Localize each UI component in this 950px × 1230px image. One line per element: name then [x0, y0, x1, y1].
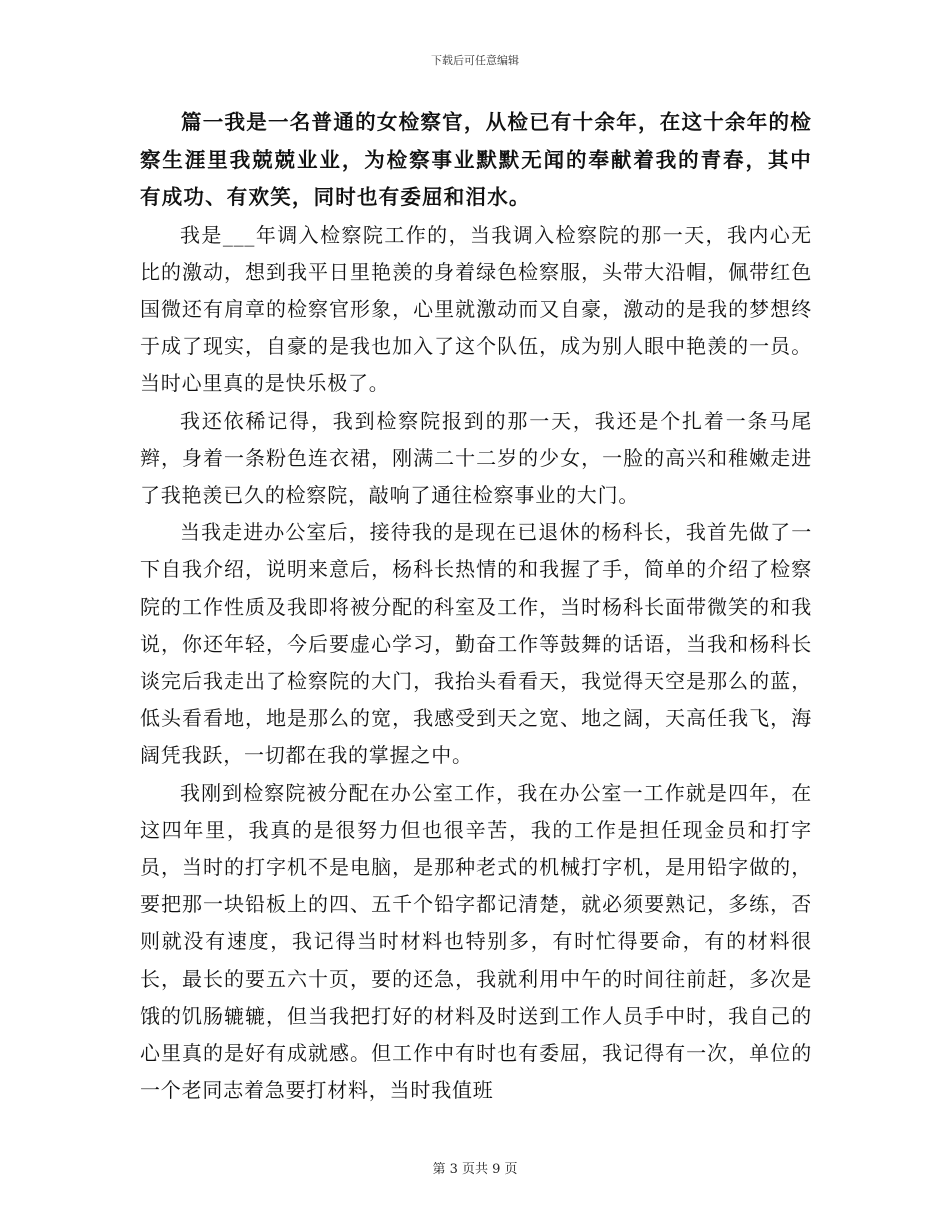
paragraph-1: 篇一我是一名普通的女检察官，从检已有十余年，在这十余年的检察生涯里我兢兢业业，为检察事业默默无闻的奉献着我的青春，其中有成功、有欢笑，同时也有委屈和泪水。 — [140, 110, 812, 209]
page-header: 下载后可任意编辑 — [431, 54, 519, 67]
paragraph-2: 我是___年调入检察院工作的，当我调入检察院的那一天，我内心无比的激动，想到我平日里艳羡的身着绿色检察服，头带大沿帽，佩带红色国微还有肩章的检察官形象，心里就激动而又自豪，激动的是我的梦想终于成了现实，自豪的是我也加入了这个队伍，成为别人眼中艳羡的一员。当时心里真的是快乐极了。 — [140, 222, 812, 396]
page-footer: 第 3 页共 9 页 — [432, 1162, 518, 1177]
paragraph-3: 我还依稀记得，我到检察院报到的那一天，我还是个扎着一条马尾辫，身着一条粉色连衣裙，刚满二十二岁的少女，一脸的高兴和稚嫩走进了我艳羡已久的检察院，敲响了通往检察事业的大门。 — [140, 408, 812, 507]
paragraph-4: 当我走进办公室后，接待我的是现在已退休的杨科长，我首先做了一下自我介绍，说明来意后，杨科长热情的和我握了手，简单的介绍了检察院的工作性质及我即将被分配的科室及工作，当时杨科长面带微笑的和我说，你还年轻，今后要虚心学习，勤奋工作等鼓舞的话语，当我和杨科长谈完后我走出了检察院的大门，我抬头看看天，我觉得天空是那么的蓝，低头看看地，地是那么的宽，我感受到天之宽、地之阔，天高任我飞，海阔凭我跃，一切都在我的掌握之中。 — [140, 520, 812, 768]
document-body — [140, 104, 812, 1109]
paragraph-5: 我刚到检察院被分配在办公室工作，我在办公室一工作就是四年，在这四年里，我真的是很努力但也很辛苦，我的工作是担任现金员和打字员，当时的打字机不是电脑，是那种老式的机械打字机，是用铅字做的，要把那一块铅板上的四、五千个铅字都记清楚，就必须要熟记，多练，否则就没有速度，我记得当时材料也特别多，有时忙得要命，有的材料很长，最长的要五六十页，要的还急，我就利用中午的时间往前赶，多次是饿的饥肠辘辘，但当我把打好的材料及时送到工作人员手中时，我自己的心里真的是好有成就感。但工作中有时也有委屈，我记得有一次，单位的一个老同志着急要打材料，当时我值班 — [140, 780, 812, 1103]
